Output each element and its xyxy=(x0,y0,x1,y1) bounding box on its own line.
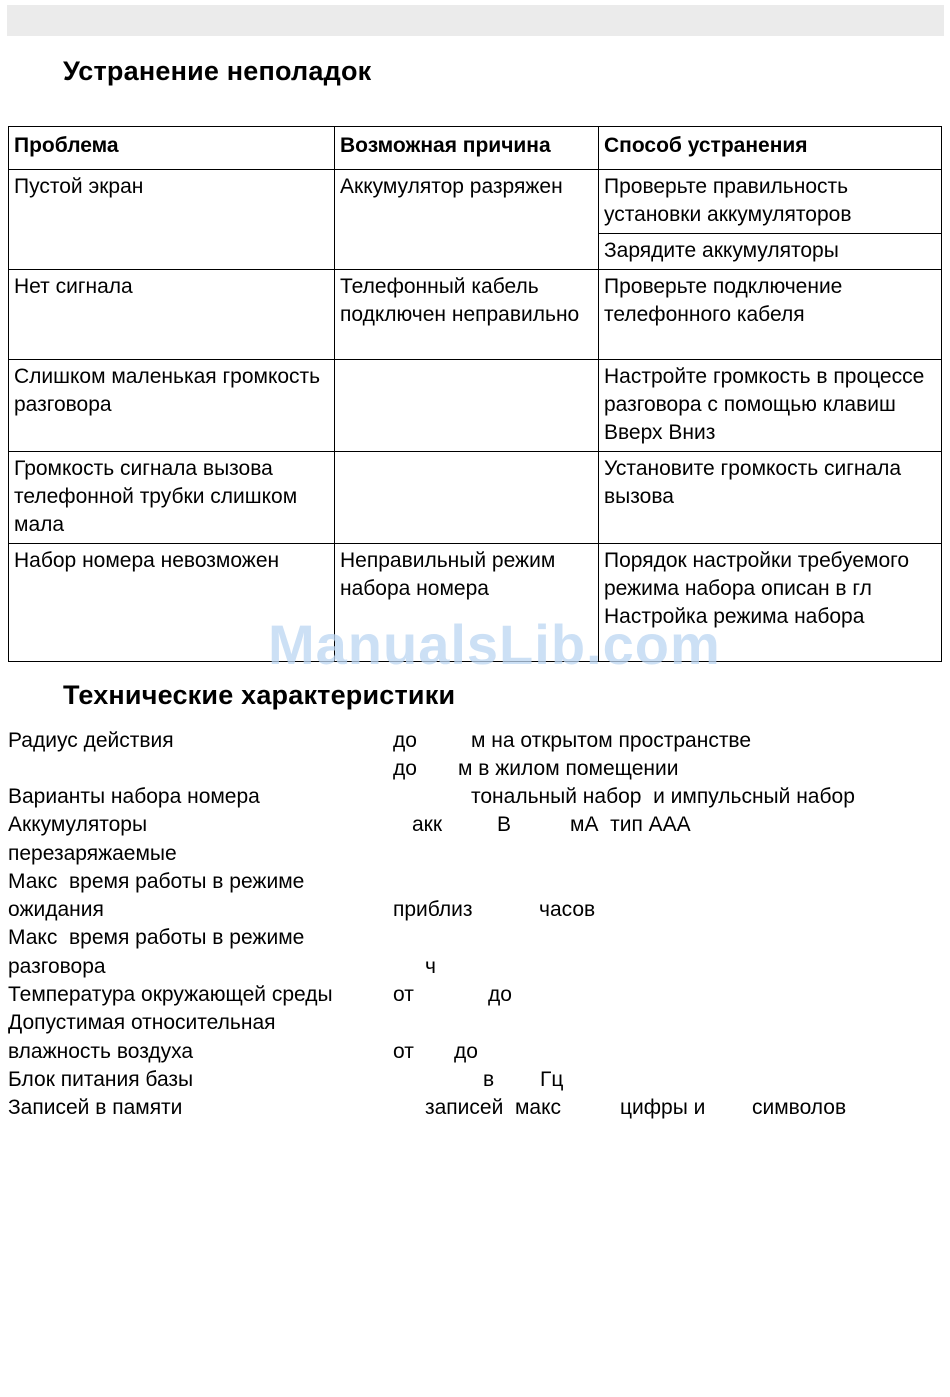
spec-value: записей макс xyxy=(425,1096,562,1119)
spec-value: от xyxy=(393,983,414,1006)
solution-cell: Проверьте правильность установки аккумуляторов xyxy=(599,170,942,234)
spec-value: до xyxy=(488,983,512,1006)
cause-cell: Неправильный режим набора номера xyxy=(335,544,599,662)
table-header-row xyxy=(9,127,942,170)
solution-cell: Проверьте подключение телефонного кабеля xyxy=(599,270,942,360)
problem-cell: Нет сигнала xyxy=(9,270,335,360)
spec-value: Гц xyxy=(540,1068,564,1091)
header-solution: Способ устранения xyxy=(599,127,942,170)
spec-value: тональный набор и импульсный набор xyxy=(471,785,855,808)
solution-cell: Установите громкость сигнала вызова xyxy=(599,452,942,544)
cause-cell: Телефонный кабель подключен неправильно xyxy=(335,270,599,360)
watermark: ManualsLib.com xyxy=(268,613,721,676)
spec-value: символов xyxy=(752,1096,847,1119)
spec-value: до xyxy=(393,757,417,780)
spec-value: от xyxy=(393,1040,414,1063)
table-row xyxy=(9,170,942,234)
cause-cell: Аккумулятор разряжен xyxy=(335,170,599,270)
spec-value: ч xyxy=(425,955,436,978)
spec-value: В xyxy=(497,813,512,836)
troubleshooting-title: Устранение неполадок xyxy=(63,56,372,86)
solution-cell: Порядок настройки требуемого режима набора описан в гл Настройка режима набора xyxy=(599,544,942,662)
spec-value: мА тип ААА xyxy=(570,813,691,836)
cause-cell xyxy=(335,452,599,544)
table-row xyxy=(9,452,942,544)
problem-cell: Громкость сигнала вызова телефонной трубки слишком мала xyxy=(9,452,335,544)
solution-cell: Настройте громкость в процессе разговора с помощью клавиш Вверх Вниз xyxy=(599,360,942,452)
top-bar xyxy=(7,5,944,36)
spec-label: Блок питания базы xyxy=(8,1068,194,1091)
spec-label: ожидания xyxy=(8,898,104,921)
problem-cell: Слишком маленькая громкость разговора xyxy=(9,360,335,452)
header-cause: Возможная причина xyxy=(335,127,599,170)
spec-value: акк xyxy=(412,813,443,836)
problem-cell: Пустой экран xyxy=(9,170,335,270)
problem-cell: Набор номера невозможен xyxy=(9,544,335,662)
specs-title: Технические характеристики xyxy=(63,680,456,710)
solution-cell: Зарядите аккумуляторы xyxy=(599,234,942,270)
table-row xyxy=(9,360,942,452)
spec-label: Варианты набора номера xyxy=(8,785,260,808)
header-problem: Проблема xyxy=(9,127,335,170)
spec-value: часов xyxy=(539,898,596,921)
spec-value: м на открытом пространстве xyxy=(471,729,752,752)
spec-label: Радиус действия xyxy=(8,729,174,752)
spec-label: Записей в памяти xyxy=(8,1096,183,1119)
spec-label: Аккумуляторы xyxy=(8,813,148,836)
spec-value: до xyxy=(454,1040,478,1063)
spec-label: Макс время работы в режиме xyxy=(8,870,305,893)
spec-label: разговора xyxy=(8,955,106,978)
cause-cell xyxy=(335,360,599,452)
spec-label: Температура окружающей среды xyxy=(8,983,333,1006)
spec-value: до xyxy=(393,729,417,752)
spec-label: Макс время работы в режиме xyxy=(8,926,305,949)
spec-value: приблиз xyxy=(393,898,473,921)
troubleshooting-table xyxy=(8,126,942,662)
spec-label: Допустимая относительная xyxy=(8,1011,276,1034)
spec-value: м в жилом помещении xyxy=(458,757,679,780)
spec-value: цифры и xyxy=(620,1096,706,1119)
spec-label: влажность воздуха xyxy=(8,1040,194,1063)
spec-label: перезаряжаемые xyxy=(8,842,177,865)
spec-value: в xyxy=(483,1068,495,1091)
table-row xyxy=(9,270,942,360)
